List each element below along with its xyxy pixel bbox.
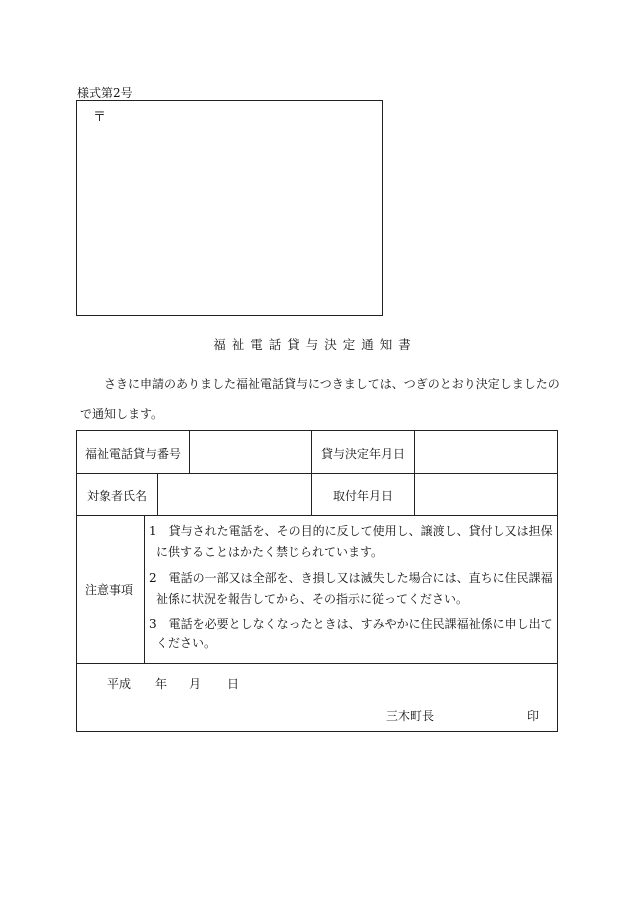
note-2-line-1: 2 電話の一部又は全部を、き損し又は滅失した場合には、直ちに住民課福 — [149, 571, 553, 585]
note-2-line-2: 祉係に状況を報告してから、その指示に従ってください。 — [156, 592, 469, 606]
year-label: 年 — [155, 677, 168, 691]
row-divider — [77, 473, 557, 474]
note-1-line-2: に供することはかたく禁じられています。 — [156, 545, 384, 559]
address-box — [76, 100, 383, 316]
day-label: 日 — [227, 677, 240, 691]
seal-mark: 印 — [527, 709, 540, 723]
era-label: 平成 — [107, 677, 132, 691]
recipient-name-label: 対象者氏名 — [87, 489, 148, 503]
notes-label: 注意事項 — [85, 583, 134, 597]
note-3-line-1: 3 電話を必要としなくなったときは、すみやかに住民課福祉係に申し出て — [149, 617, 553, 631]
note-3-line-2: ください。 — [156, 636, 217, 650]
loan-number-label: 福祉電話貸与番号 — [85, 447, 182, 461]
col-divider — [311, 431, 312, 515]
body-text-line-1: さきに申請のありました福祉電話貸与につきましては、つぎのとおり決定しましたの — [104, 377, 560, 391]
form-table — [76, 430, 558, 732]
install-date-label: 取付年月日 — [333, 489, 394, 503]
postal-mark: 〒 — [93, 110, 107, 125]
month-label: 月 — [189, 677, 202, 691]
col-divider — [144, 515, 145, 663]
row-divider — [77, 515, 557, 516]
col-divider — [189, 431, 190, 473]
note-1-line-1: 1 貸与された電話を、その目的に反して使用し、譲渡し、貸付し又は担保 — [149, 524, 553, 538]
col-divider — [157, 473, 158, 515]
body-text-line-2: で通知します。 — [80, 407, 164, 421]
form-number: 様式第2号 — [77, 86, 133, 100]
issuer-label: 三木町長 — [386, 709, 435, 723]
col-divider — [414, 431, 415, 515]
decision-date-label: 貸与決定年月日 — [321, 447, 406, 461]
document-title: 福祉電話貸与決定通知書 — [213, 337, 417, 352]
row-divider — [77, 663, 557, 664]
